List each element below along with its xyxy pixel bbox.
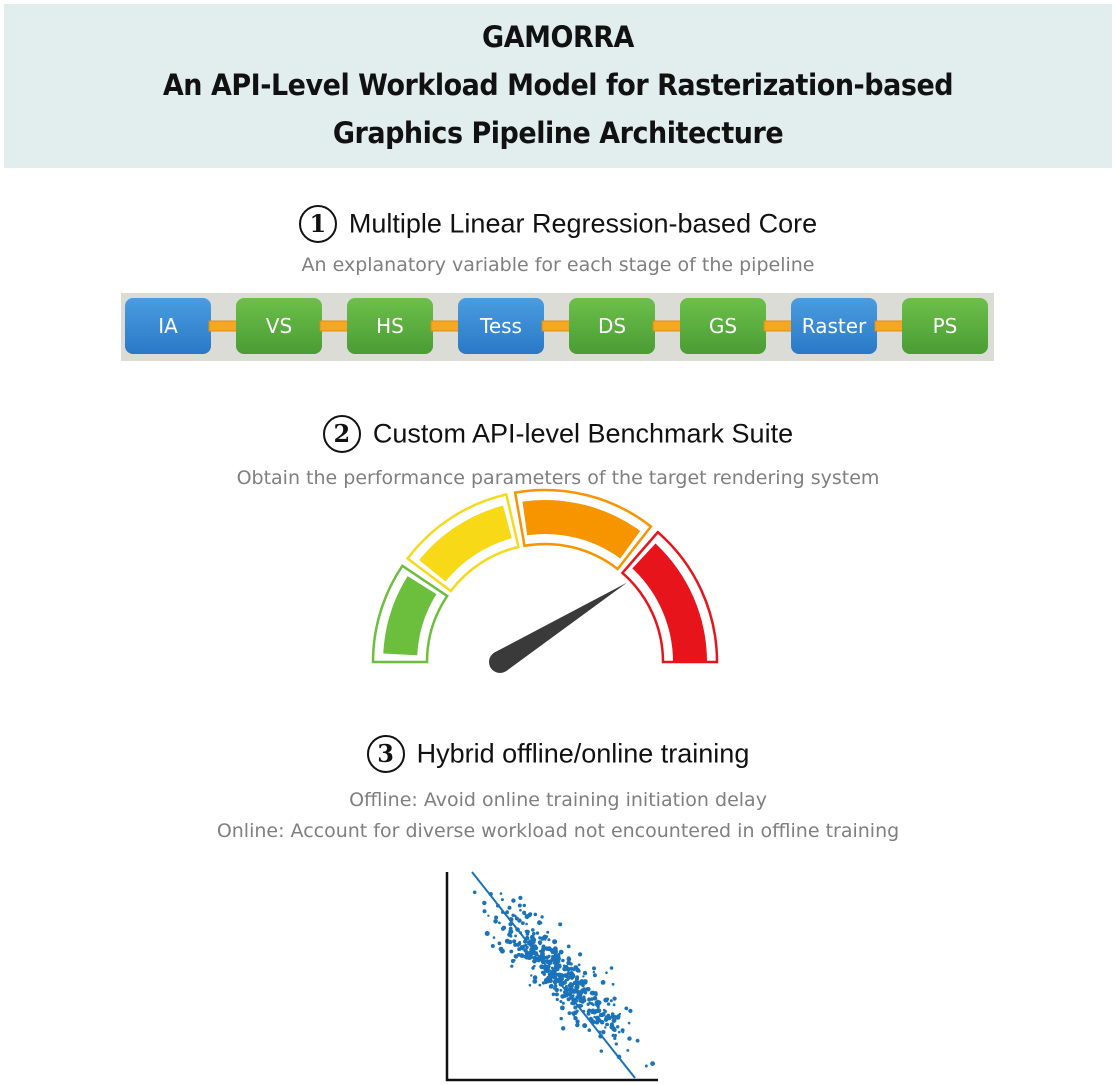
scatter-point (567, 957, 572, 962)
scatter-point (537, 920, 542, 925)
section3-number: 3 (367, 735, 405, 773)
scatter-point (562, 1002, 565, 1005)
scatter-point (545, 946, 549, 950)
scatter-point (560, 1017, 563, 1020)
scatter-point (483, 909, 487, 913)
scatter-point (541, 945, 545, 949)
scatter-point (538, 940, 542, 944)
scatter-point (587, 1003, 590, 1006)
scatter-point (626, 1049, 629, 1052)
gauge-needle-hub (489, 651, 511, 673)
scatter-point (590, 991, 594, 995)
scatter-point (552, 949, 555, 952)
scatter-point (597, 1000, 602, 1005)
scatter-point (518, 941, 521, 944)
scatter-point (577, 981, 580, 984)
scatter-point (593, 1016, 596, 1019)
scatter-point (531, 936, 534, 939)
scatter-point (565, 973, 568, 976)
scatter-point (549, 984, 554, 989)
scatter-point (501, 927, 505, 931)
scatter-point (621, 1031, 624, 1034)
scatter-point (578, 992, 582, 996)
section3-subtitle-offline: Offline: Avoid online training initiation delay (349, 789, 767, 811)
scatter-point (552, 993, 556, 997)
section1-number: 1 (299, 205, 337, 243)
scatter-point (592, 966, 596, 970)
scatter-point (573, 1011, 578, 1016)
scatter-point (615, 1042, 618, 1045)
gauge-needle (494, 583, 627, 672)
scatter-point (550, 957, 555, 962)
title-line-1: GAMORRA (482, 20, 634, 54)
scatter-point (494, 916, 498, 920)
scatter-point (521, 921, 525, 925)
pipeline-stage-ia: IA (125, 298, 211, 354)
scatter-point (532, 956, 535, 959)
scatter-point (511, 959, 515, 963)
pipeline-stage-vs: VS (236, 298, 322, 354)
scatter-point (606, 998, 609, 1001)
scatter-point (578, 964, 581, 967)
scatter-point (650, 1061, 655, 1066)
section1-subtitle: An explanatory variable for each stage of the pipeline (301, 254, 815, 276)
scatter-point (604, 1026, 606, 1028)
scatter-point (529, 984, 532, 987)
scatter-point (582, 975, 584, 977)
scatter-point (578, 952, 582, 956)
scatter-point (604, 1017, 609, 1022)
scatter-point (560, 994, 565, 999)
scatter-point (618, 1031, 621, 1034)
scatter-point (518, 904, 522, 908)
scatter-point (593, 996, 598, 1001)
scatter-point (592, 1010, 597, 1015)
pipeline-stage-ds: DS (569, 298, 655, 354)
scatter-point (554, 953, 557, 956)
scatter-point (567, 945, 571, 949)
scatter-point (517, 918, 521, 922)
scatter-point (536, 931, 539, 934)
scatter-point (610, 999, 613, 1002)
scatter-point (544, 938, 546, 940)
scatter-point (575, 977, 579, 981)
scatter-point (540, 915, 543, 918)
regression-scatter-icon (440, 868, 665, 1083)
scatter-point (568, 1011, 572, 1015)
scatter-point (473, 891, 477, 895)
scatter-point (517, 953, 521, 957)
scatter-point (560, 989, 563, 992)
scatter-point (539, 950, 542, 953)
scatter-point (534, 913, 538, 917)
scatter-point (606, 1023, 609, 1026)
title-banner (4, 4, 1112, 168)
scatter-point (616, 1025, 619, 1028)
scatter-point (542, 981, 545, 984)
scatter-point (540, 936, 544, 940)
scatter-point (511, 898, 515, 902)
scatter-point (531, 928, 535, 932)
regression-line (472, 872, 635, 1078)
scatter-point (533, 975, 538, 980)
scatter-point (569, 973, 572, 976)
scatter-point (547, 980, 550, 983)
scatter-point (487, 915, 489, 917)
scatter-point (541, 955, 544, 958)
scatter-point (554, 965, 558, 969)
scatter-point (587, 997, 590, 1000)
scatter-point (540, 965, 544, 969)
scatter-point (561, 1026, 565, 1030)
scatter-point (558, 922, 562, 926)
scatter-point (514, 935, 517, 938)
scatter-point (645, 1065, 648, 1068)
title-line-2: An API-Level Workload Model for Rasterization-based (162, 68, 954, 102)
scatter-point (605, 971, 608, 974)
scatter-point (510, 965, 513, 968)
scatter-point (556, 998, 559, 1001)
section1-title: Multiple Linear Regression-based Core (348, 208, 818, 239)
scatter-point (531, 966, 534, 969)
scatter-point (599, 1013, 603, 1017)
scatter-point (552, 939, 557, 944)
scatter-point (575, 965, 578, 968)
scatter-point (514, 915, 517, 918)
scatter-point (543, 973, 546, 976)
scatter-point (498, 942, 502, 946)
scatter-point (491, 944, 495, 948)
scatter-point (607, 1002, 610, 1005)
speedometer-gauge-icon (370, 505, 730, 680)
scatter-point (559, 1000, 562, 1003)
scatter-point (510, 935, 513, 938)
scatter-point (505, 939, 510, 944)
scatter-point (607, 1014, 611, 1018)
pipeline-stage-gs: GS (680, 298, 766, 354)
section1-heading (0, 205, 1116, 243)
scatter-point (593, 973, 597, 977)
scatter-point (561, 977, 564, 980)
section3-title: Hybrid offline/online training (416, 738, 750, 769)
scatter-point (509, 950, 513, 954)
pipeline-stage-ps: PS (902, 298, 988, 354)
scatter-point (555, 988, 559, 992)
scatter-point (544, 935, 547, 938)
scatter-point (582, 1023, 587, 1028)
scatter-point (594, 991, 598, 995)
scatter-point (578, 970, 581, 973)
scatter-point (610, 1025, 614, 1029)
scatter-point (587, 1009, 591, 1013)
scatter-point (574, 989, 579, 994)
scatter-point (628, 1009, 632, 1013)
scatter-point (583, 980, 587, 984)
scatter-point (573, 1006, 577, 1010)
scatter-point (525, 930, 529, 934)
scatter-point (597, 1018, 600, 1021)
scatter-point (547, 938, 550, 941)
scatter-point (601, 980, 606, 985)
scatter-point (493, 919, 498, 924)
scatter-point (530, 974, 532, 976)
scatter-point (580, 1004, 583, 1007)
pipeline-diagram (121, 293, 994, 361)
scatter-point (593, 971, 595, 973)
scatter-point (521, 946, 525, 950)
scatter-point (512, 939, 516, 943)
scatter-point (613, 1037, 616, 1040)
scatter-point (499, 947, 504, 952)
scatter-point (518, 896, 522, 900)
scatter-point (525, 923, 528, 926)
scatter-point (519, 909, 522, 912)
scatter-point (636, 1039, 640, 1043)
scatter-point (527, 913, 531, 917)
scatter-point (566, 967, 571, 972)
scatter-point (501, 898, 504, 901)
scatter-point (561, 959, 565, 963)
pipeline-stage-tess: Tess (458, 298, 544, 354)
scatter-point (586, 987, 590, 991)
scatter-point (482, 901, 486, 905)
scatter-point (523, 912, 526, 915)
scatter-point (612, 983, 615, 986)
scatter-point (604, 1010, 607, 1013)
scatter-point (555, 992, 559, 996)
scatter-point (587, 1012, 591, 1016)
scatter-point (569, 982, 573, 986)
section2-heading (0, 415, 1116, 453)
scatter-point (557, 954, 561, 958)
scatter-point (554, 983, 556, 985)
scatter-point (528, 953, 532, 957)
scatter-point (613, 997, 617, 1001)
section2-title: Custom API-level Benchmark Suite (372, 418, 794, 449)
scatter-point (583, 971, 587, 975)
scatter-point (513, 943, 517, 947)
scatter-point (485, 931, 490, 936)
scatter-point (575, 1023, 579, 1027)
scatter-point (596, 1008, 600, 1012)
scatter-point (601, 1030, 605, 1034)
scatter-point (498, 922, 501, 925)
scatter-point (567, 997, 571, 1001)
scatter-point (627, 1036, 631, 1040)
scatter-point (493, 936, 496, 939)
scatter-point (612, 1034, 615, 1037)
scatter-point (546, 931, 549, 934)
scatter-point (588, 1028, 592, 1032)
scatter-point (624, 1007, 628, 1011)
scatter-point (508, 906, 512, 910)
scatter-point (509, 927, 513, 931)
pipeline-stage-raster: Raster (791, 298, 877, 354)
pipeline-stage-hs: HS (347, 298, 433, 354)
title-line-3: Graphics Pipeline Architecture (332, 116, 784, 150)
scatter-point (613, 1003, 616, 1006)
scatter-point (500, 892, 503, 895)
scatter-point (628, 1022, 631, 1025)
section2-number: 2 (323, 415, 361, 453)
scatter-point (616, 1014, 620, 1018)
scatter-point (539, 984, 542, 987)
scatter-point (600, 1049, 603, 1052)
section3-subtitle-online: Online: Account for diverse workload not encountered in offline training (216, 820, 900, 842)
scatter-point (560, 1006, 565, 1011)
scatter-point (558, 960, 561, 963)
scatter-point (610, 966, 614, 970)
section3-heading (0, 735, 1116, 773)
scatter-point (570, 962, 573, 965)
scatter-point (523, 904, 526, 907)
scatter-point (590, 1002, 593, 1005)
section2-subtitle: Obtain the performance parameters of the target rendering system (236, 467, 880, 489)
scatter-point (584, 991, 587, 994)
scatter-point (566, 979, 569, 982)
